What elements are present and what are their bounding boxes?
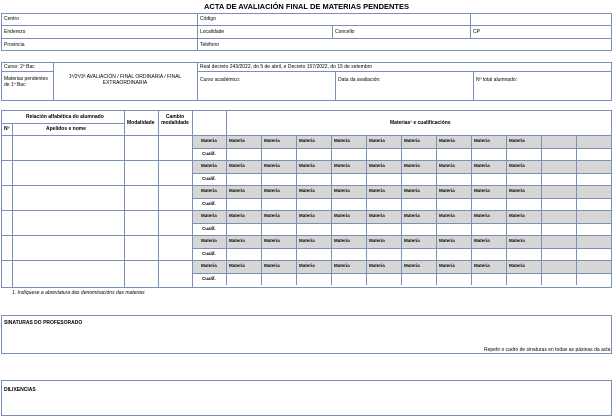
cualificacion-cell[interactable] bbox=[437, 249, 472, 260]
materia-cell[interactable]: Materia bbox=[262, 136, 297, 148]
dilixencias-box bbox=[1, 380, 612, 416]
cualificacion-cell[interactable] bbox=[332, 274, 367, 285]
cualificacion-cell[interactable] bbox=[227, 249, 262, 260]
materia-cell[interactable] bbox=[577, 211, 612, 223]
cualif-row-label: Cualif. bbox=[202, 151, 216, 156]
materia-cell[interactable]: Materia bbox=[402, 161, 437, 173]
materia-cell[interactable]: Materia bbox=[437, 161, 472, 173]
cualificacion-cell[interactable] bbox=[367, 174, 402, 185]
cualificacion-cell[interactable] bbox=[402, 149, 437, 160]
materia-cell[interactable]: Materia bbox=[262, 236, 297, 248]
materia-cell[interactable]: Materia bbox=[297, 186, 332, 198]
cualificacion-cell[interactable] bbox=[437, 224, 472, 235]
materia-cell[interactable] bbox=[577, 161, 612, 173]
cualificacion-cell[interactable] bbox=[472, 199, 507, 210]
materia-cell[interactable]: Materia bbox=[437, 136, 472, 148]
materia-cell[interactable]: Materia bbox=[227, 186, 262, 198]
materias-pendentes-label: Materias pendentes de 1º Bac bbox=[4, 76, 48, 88]
materia-cell[interactable]: Materia bbox=[437, 211, 472, 223]
cualificacion-cell[interactable] bbox=[297, 249, 332, 260]
materia-cell[interactable]: Materia bbox=[297, 161, 332, 173]
concello-label: Concello bbox=[335, 29, 355, 35]
cualificacion-cell[interactable] bbox=[577, 174, 612, 185]
materia-cell[interactable]: Materia bbox=[367, 161, 402, 173]
materia-cell[interactable]: Materia bbox=[437, 261, 472, 273]
subject-column-divider bbox=[226, 236, 227, 260]
materia-cell[interactable] bbox=[542, 236, 577, 248]
cualificacion-cell[interactable] bbox=[297, 174, 332, 185]
cualificacion-cell[interactable] bbox=[402, 274, 437, 285]
subject-column-divider bbox=[226, 161, 227, 185]
materia-cell[interactable]: Materia bbox=[297, 211, 332, 223]
materia-cell[interactable]: Materia bbox=[367, 236, 402, 248]
cualificacion-cell[interactable] bbox=[507, 249, 542, 260]
cualif-row-label: Cualif. bbox=[202, 226, 216, 231]
materia-cell[interactable]: Materia bbox=[507, 186, 542, 198]
cambio-modalidade-header: Cambio modalidade bbox=[161, 114, 189, 126]
materia-cell[interactable]: Materia bbox=[262, 161, 297, 173]
materia-cell[interactable]: Materia bbox=[472, 236, 507, 248]
cualificacion-cell[interactable] bbox=[402, 174, 437, 185]
materia-cell[interactable]: Materia bbox=[227, 136, 262, 148]
materia-row-label: Materia bbox=[193, 236, 227, 248]
materia-row-label: Materia bbox=[193, 261, 227, 273]
cualif-row-label: Cualif. bbox=[202, 201, 216, 206]
cualificacion-cell[interactable] bbox=[577, 249, 612, 260]
cualificacion-cell[interactable] bbox=[472, 224, 507, 235]
materia-cell[interactable]: Materia bbox=[472, 161, 507, 173]
materia-cell[interactable]: Materia bbox=[507, 161, 542, 173]
cualificacion-cell[interactable] bbox=[402, 224, 437, 235]
cualificacion-cell[interactable] bbox=[472, 149, 507, 160]
cualificacion-cell[interactable] bbox=[227, 274, 262, 285]
cualificacion-cell[interactable] bbox=[367, 224, 402, 235]
subject-column-divider bbox=[226, 211, 227, 235]
provincia-label: Provincia bbox=[4, 42, 25, 48]
cualificacion-cell[interactable] bbox=[472, 174, 507, 185]
materia-cell[interactable]: Materia bbox=[367, 211, 402, 223]
dilixencias-heading: DILIXENCIAS bbox=[4, 387, 36, 393]
relacion-header: Relación alfabética do alumnado bbox=[26, 114, 104, 120]
cualificacion-cell[interactable] bbox=[542, 224, 577, 235]
materia-cell[interactable]: Materia bbox=[262, 186, 297, 198]
materia-cell[interactable]: Materia bbox=[262, 211, 297, 223]
apelidos-header: Apelidos e nome bbox=[46, 126, 87, 132]
localidade-label: Localidade bbox=[200, 29, 225, 35]
materia-cell[interactable]: Materia bbox=[507, 236, 542, 248]
cualificacion-cell[interactable] bbox=[262, 274, 297, 285]
cualificacion-cell[interactable] bbox=[472, 274, 507, 285]
materia-row-label: Materia bbox=[193, 211, 227, 223]
cualificacion-cell[interactable] bbox=[332, 149, 367, 160]
materia-cell[interactable]: Materia bbox=[507, 136, 542, 148]
cualificacion-cell[interactable] bbox=[577, 274, 612, 285]
data-avaliacion-label: Data da avaliación: bbox=[338, 77, 381, 83]
materia-cell[interactable]: Materia bbox=[332, 236, 367, 248]
cualificacion-cell[interactable] bbox=[297, 149, 332, 160]
cualificacion-cell[interactable] bbox=[437, 149, 472, 160]
materia-row-label: Materia bbox=[193, 186, 227, 198]
cualif-row-label: Cualif. bbox=[202, 251, 216, 256]
cualificacion-cell[interactable] bbox=[332, 174, 367, 185]
materia-cell[interactable]: Materia bbox=[472, 261, 507, 273]
cualificacion-cell[interactable] bbox=[507, 274, 542, 285]
cualificacion-cell[interactable] bbox=[507, 149, 542, 160]
total-alumnado-label: Nº total alumnado: bbox=[476, 77, 518, 83]
materia-cell[interactable] bbox=[542, 211, 577, 223]
materia-cell[interactable]: Materia bbox=[402, 136, 437, 148]
materia-cell[interactable]: Materia bbox=[437, 186, 472, 198]
cualificacion-cell[interactable] bbox=[262, 224, 297, 235]
cualificacion-cell[interactable] bbox=[262, 199, 297, 210]
cualificacion-cell[interactable] bbox=[437, 199, 472, 210]
materia-cell[interactable]: Materia bbox=[227, 161, 262, 173]
materia-cell[interactable] bbox=[577, 136, 612, 148]
sinaturas-note: Repetir o cadro de sinaturas en todas as páxinas da acta bbox=[484, 347, 611, 353]
telefono-label: Teléfono bbox=[200, 42, 219, 48]
cualificacion-cell[interactable] bbox=[402, 249, 437, 260]
cualificacion-cell[interactable] bbox=[297, 199, 332, 210]
avaliacion-label: 1ª/2ª/3ª AVALIACIÓN / FINAL ORDINARIA / FINAL EXTRAORDINARIA bbox=[68, 74, 182, 86]
materia-cell[interactable]: Materia bbox=[367, 186, 402, 198]
subject-column-divider bbox=[226, 186, 227, 210]
materia-cell[interactable]: Materia bbox=[367, 261, 402, 273]
cualificacion-cell[interactable] bbox=[297, 224, 332, 235]
subject-column-divider bbox=[226, 261, 227, 285]
materia-cell[interactable]: Materia bbox=[332, 161, 367, 173]
cualificacion-cell[interactable] bbox=[577, 224, 612, 235]
cualificacion-cell[interactable] bbox=[332, 249, 367, 260]
materia-cell[interactable]: Materia bbox=[472, 136, 507, 148]
materia-cell[interactable] bbox=[577, 236, 612, 248]
cualificacion-cell[interactable] bbox=[262, 174, 297, 185]
materia-cell[interactable] bbox=[577, 261, 612, 273]
materia-cell[interactable]: Materia bbox=[402, 186, 437, 198]
materia-cell[interactable]: Materia bbox=[227, 261, 262, 273]
materia-cell[interactable]: Materia bbox=[402, 236, 437, 248]
materia-cell[interactable]: Materia bbox=[367, 136, 402, 148]
materia-cell[interactable]: Materia bbox=[402, 211, 437, 223]
cp-label: CP bbox=[473, 29, 480, 35]
sinaturas-heading: SINATURAS DO PROFESORADO bbox=[4, 320, 83, 326]
materia-cell[interactable]: Materia bbox=[507, 211, 542, 223]
curso-academico-label: Curso académico: bbox=[200, 77, 241, 83]
materia-cell[interactable]: Materia bbox=[227, 236, 262, 248]
cualificacion-cell[interactable] bbox=[367, 199, 402, 210]
cualificacion-cell[interactable] bbox=[262, 249, 297, 260]
cualificacion-cell[interactable] bbox=[507, 224, 542, 235]
materia-cell[interactable]: Materia bbox=[402, 261, 437, 273]
cualificacion-cell[interactable] bbox=[367, 149, 402, 160]
materia-row-label: Materia bbox=[193, 161, 227, 173]
cualificacion-cell[interactable] bbox=[227, 199, 262, 210]
curso-label: Curso: 2º Bac bbox=[4, 64, 35, 70]
n-header: Nº bbox=[4, 126, 10, 132]
materia-row-label: Materia bbox=[193, 136, 227, 148]
enderezo-label: Enderezo bbox=[4, 29, 26, 35]
document-title: ACTA DE AVALIACIÓN FINAL DE MATERIAS PENDENTES bbox=[203, 2, 409, 11]
cualif-row-label: Cualif. bbox=[202, 276, 216, 281]
materia-cell[interactable]: Materia bbox=[332, 136, 367, 148]
cualificacion-cell[interactable] bbox=[542, 249, 577, 260]
cualificacion-cell[interactable] bbox=[542, 274, 577, 285]
cualificacion-cell[interactable] bbox=[542, 174, 577, 185]
cualificacion-cell[interactable] bbox=[367, 274, 402, 285]
school-info-box bbox=[1, 13, 612, 51]
cualificacion-cell[interactable] bbox=[227, 149, 262, 160]
materias-header: Materias¹ e cualificacións bbox=[390, 120, 451, 126]
materia-cell[interactable]: Materia bbox=[297, 261, 332, 273]
cualificacion-cell[interactable] bbox=[577, 199, 612, 210]
cualificacion-cell[interactable] bbox=[262, 149, 297, 160]
materia-cell[interactable] bbox=[542, 261, 577, 273]
cualificacion-cell[interactable] bbox=[472, 249, 507, 260]
footnote: 1. Indíquese a abreviatura das denominacións das materias bbox=[12, 290, 145, 296]
materia-cell[interactable]: Materia bbox=[297, 236, 332, 248]
materia-cell[interactable]: Materia bbox=[227, 211, 262, 223]
materia-cell[interactable] bbox=[542, 186, 577, 198]
materia-cell[interactable]: Materia bbox=[332, 186, 367, 198]
cualificacion-cell[interactable] bbox=[437, 274, 472, 285]
cualificacion-cell[interactable] bbox=[367, 249, 402, 260]
materia-cell[interactable]: Materia bbox=[437, 236, 472, 248]
materia-cell[interactable] bbox=[542, 136, 577, 148]
materia-cell[interactable]: Materia bbox=[332, 261, 367, 273]
cualificacion-cell[interactable] bbox=[402, 199, 437, 210]
cualificacion-cell[interactable] bbox=[507, 199, 542, 210]
cualificacion-cell[interactable] bbox=[577, 149, 612, 160]
materia-cell[interactable] bbox=[577, 186, 612, 198]
cualificacion-cell[interactable] bbox=[542, 149, 577, 160]
modalidade-header: Modalidade bbox=[127, 120, 155, 126]
cualificacion-cell[interactable] bbox=[227, 174, 262, 185]
cualificacion-cell[interactable] bbox=[297, 274, 332, 285]
subject-column-divider bbox=[226, 136, 227, 160]
cualificacion-cell[interactable] bbox=[332, 224, 367, 235]
cualificacion-cell[interactable] bbox=[332, 199, 367, 210]
materia-cell[interactable]: Materia bbox=[472, 211, 507, 223]
centro-label: Centro bbox=[4, 16, 20, 22]
cualificacion-cell[interactable] bbox=[437, 174, 472, 185]
codigo-label: Código bbox=[200, 16, 216, 22]
materia-cell[interactable]: Materia bbox=[507, 261, 542, 273]
materia-cell[interactable]: Materia bbox=[472, 186, 507, 198]
decreto-label: Real decreto 243/2022, do 5 de abril, e Decreto 157/2022, do 15 de setembro bbox=[200, 64, 373, 70]
cualificacion-cell[interactable] bbox=[227, 224, 262, 235]
cualificacion-cell[interactable] bbox=[542, 199, 577, 210]
materia-cell[interactable]: Materia bbox=[262, 261, 297, 273]
materia-cell[interactable]: Materia bbox=[297, 136, 332, 148]
materia-cell[interactable] bbox=[542, 161, 577, 173]
cualificacion-cell[interactable] bbox=[507, 174, 542, 185]
materia-cell[interactable]: Materia bbox=[332, 211, 367, 223]
cualif-row-label: Cualif. bbox=[202, 176, 216, 181]
